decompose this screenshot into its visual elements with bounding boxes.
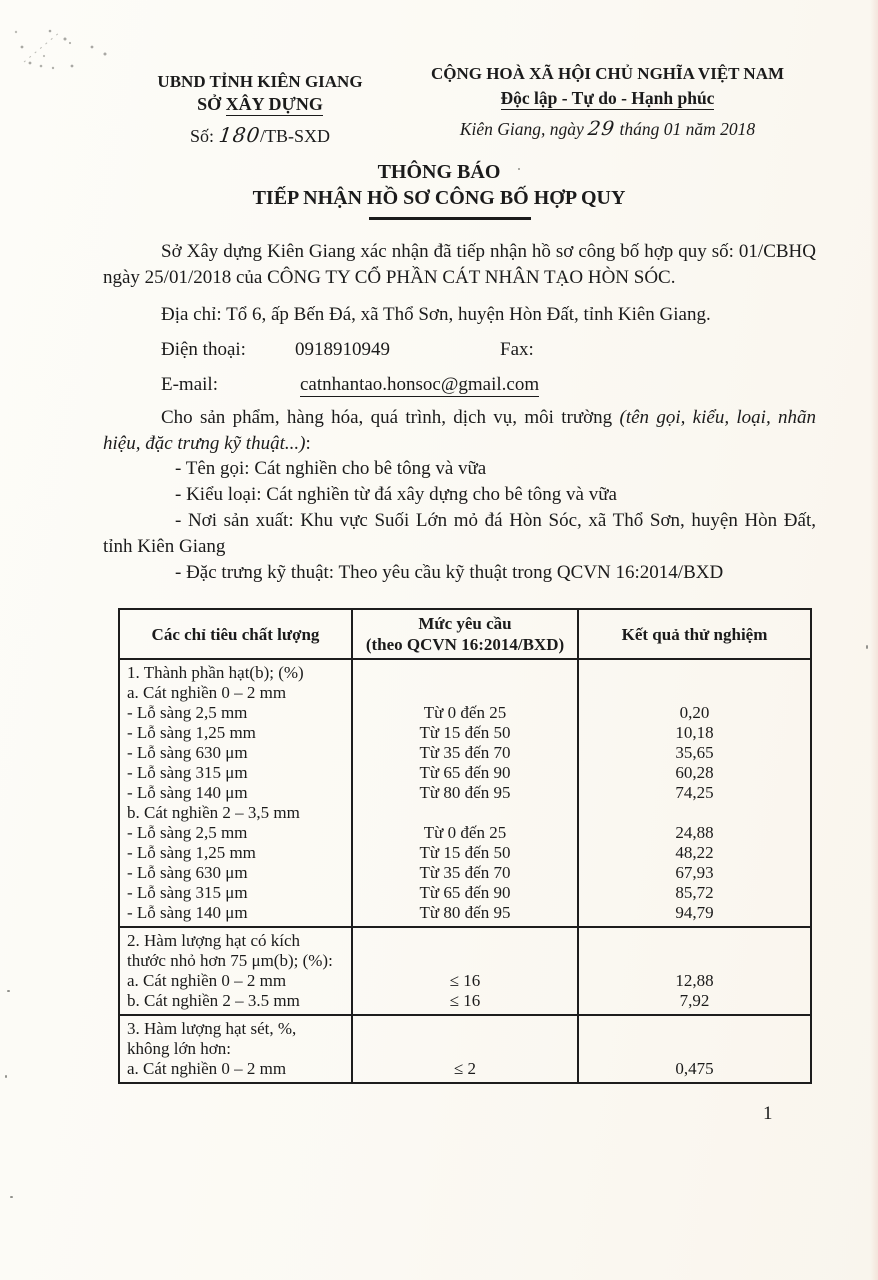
criteria-line: b. Cát nghiền 2 – 3,5 mm xyxy=(127,803,300,822)
result-line: 85,72 xyxy=(675,883,714,902)
requirement-line: Từ 65 đến 90 xyxy=(419,763,511,782)
criteria-line: 1. Thành phần hạt(b); (%) xyxy=(127,663,304,682)
scan-speck xyxy=(866,645,868,649)
quality-criteria-table xyxy=(118,608,812,1084)
requirement-line: Từ 0 đến 25 xyxy=(423,703,507,722)
bullet-dac-trung-ky-thuat: - Đặc trưng kỹ thuật: Theo yêu cầu kỹ thuật trong QCVN 16:2014/BXD xyxy=(175,562,724,583)
table-section-2 xyxy=(120,926,810,1014)
place-and-date: Kiên Giang, ngày 29 tháng 01 năm 2018 xyxy=(459,117,756,140)
document-body xyxy=(103,239,816,586)
requirement-line xyxy=(353,1039,577,1059)
section1-result-cell xyxy=(577,660,810,926)
product-scope-paragraph: Cho sản phẩm, hàng hóa, quá trình, dịch vụ, môi trường (tên gọi, kiểu, loại, nhãn hiệu, đặc trưng kỹ thuật...): xyxy=(103,407,816,454)
criteria-line: - Lỗ sàng 315 μm xyxy=(127,763,248,782)
criteria-line: - Lỗ sàng 2,5 mm xyxy=(127,703,248,722)
scan-speck xyxy=(5,1075,7,1078)
criteria-line: - Lỗ sàng 140 μm xyxy=(127,903,248,922)
header-requirement: Mức yêu cầu (theo QCVN 16:2014/BXD) xyxy=(351,610,577,658)
header-test-result: Kết quả thử nghiệm xyxy=(577,610,810,658)
phone-label: Điện thoại: xyxy=(161,339,246,360)
requirement-line: ≤ 16 xyxy=(449,971,481,990)
email-line xyxy=(103,372,816,398)
handwritten-doc-number: 180 xyxy=(217,123,262,147)
address-label: Địa chỉ: xyxy=(161,304,222,325)
scope-italic-note: (tên gọi, kiểu, loại, nhãn hiệu, đặc trưng kỹ thuật...) xyxy=(103,407,816,454)
scan-speck xyxy=(10,1196,13,1198)
result-line: 60,28 xyxy=(675,763,714,782)
criteria-line: a. Cát nghiền 0 – 2 mm xyxy=(127,971,287,990)
national-motto-line1: CỘNG HOÀ XÃ HỘI CHỦ NGHĨA VIỆT NAM xyxy=(430,64,785,83)
national-motto-line2: Độc lập - Tự do - Hạnh phúc xyxy=(500,88,715,108)
table-header-row xyxy=(120,610,810,658)
requirement-line: Từ 35 đến 70 xyxy=(419,863,511,882)
result-line: 35,65 xyxy=(675,743,714,762)
result-line: 94,79 xyxy=(675,903,714,922)
result-line: 24,88 xyxy=(675,823,714,842)
criteria-line: - Lỗ sàng 1,25 mm xyxy=(127,843,256,862)
letterhead-national-block xyxy=(415,62,800,141)
criteria-line: 3. Hàm lượng hạt sét, %, xyxy=(127,1019,297,1038)
fax-label: Fax: xyxy=(500,339,534,360)
requirement-line xyxy=(353,951,577,971)
criteria-line: - Lỗ sàng 630 μm xyxy=(127,743,248,762)
requirement-line: ≤ 16 xyxy=(449,991,481,1010)
section1-requirement-cell xyxy=(351,660,577,926)
requirement-line xyxy=(353,663,577,683)
result-line: 0,20 xyxy=(679,703,710,722)
requirement-line: Từ 80 đến 95 xyxy=(419,783,511,802)
result-line: 67,93 xyxy=(675,863,714,882)
result-line: 10,18 xyxy=(675,723,714,742)
title-underline-rule xyxy=(369,217,531,220)
section2-requirement-cell xyxy=(351,928,577,1014)
requirement-line xyxy=(353,1019,577,1039)
result-line xyxy=(579,1039,810,1059)
result-line: 48,22 xyxy=(675,843,714,862)
criteria-line: - Lỗ sàng 2,5 mm xyxy=(127,823,248,842)
section3-result-cell xyxy=(577,1016,810,1082)
criteria-line: không lớn hơn: xyxy=(127,1039,231,1058)
result-line xyxy=(579,683,810,703)
criteria-line: - Lỗ sàng 1,25 mm xyxy=(127,723,256,742)
intro-paragraph: Sở Xây dựng Kiên Giang xác nhận đã tiếp nhận hồ sơ công bố hợp quy số: 01/CBHQ ngày 25/01/2018 của CÔNG TY CỔ PHẦN CÁT NHÂN TẠO HÒN SÓC. xyxy=(103,241,816,288)
table-section-1 xyxy=(120,658,810,926)
section3-criteria-cell xyxy=(120,1016,351,1082)
result-line: 12,88 xyxy=(675,971,714,990)
result-line xyxy=(579,951,810,971)
bullet-noi-san-xuat: - Nơi sản xuất: Khu vực Suối Lớn mỏ đá Hòn Sóc, xã Thổ Sơn, huyện Hòn Đất, tỉnh Kiên Giang xyxy=(103,510,816,557)
handwritten-day: 29 xyxy=(586,117,617,140)
criteria-line: b. Cát nghiền 2 – 3.5 mm xyxy=(127,991,300,1010)
table-section-3 xyxy=(120,1014,810,1082)
email-label: E-mail: xyxy=(161,374,218,395)
criteria-line: - Lỗ sàng 630 μm xyxy=(127,863,248,882)
requirement-line: Từ 15 đến 50 xyxy=(419,843,511,862)
requirement-line: Từ 35 đến 70 xyxy=(419,743,511,762)
requirement-line xyxy=(353,803,577,823)
result-line xyxy=(579,663,810,683)
result-line: 74,25 xyxy=(675,783,714,802)
result-line: 7,92 xyxy=(679,991,710,1010)
requirement-line: Từ 0 đến 25 xyxy=(423,823,507,842)
issuer-org: SỞ XÂY DỰNG xyxy=(197,94,323,114)
title-line2: TIẾP NHẬN HỒ SƠ CÔNG BỐ HỢP QUY xyxy=(252,187,626,209)
bullet-ten-goi: - Tên gọi: Cát nghiền cho bê tông và vữa xyxy=(175,458,487,479)
address-value: Tổ 6, ấp Bến Đá, xã Thổ Sơn, huyện Hòn Đất, tỉnh Kiên Giang. xyxy=(226,304,711,325)
issuer-parent-org: UBND TỈNH KIÊN GIANG xyxy=(157,72,363,91)
phone-value: 0918910949 xyxy=(295,339,390,360)
page-number: 1 xyxy=(763,1103,773,1124)
requirement-line: Từ 80 đến 95 xyxy=(419,903,511,922)
section2-criteria-cell xyxy=(120,928,351,1014)
section2-result-cell xyxy=(577,928,810,1014)
section1-criteria-cell xyxy=(120,660,351,926)
requirement-line: Từ 65 đến 90 xyxy=(419,883,511,902)
requirement-line xyxy=(353,931,577,951)
criteria-line: - Lỗ sàng 140 μm xyxy=(127,783,248,802)
requirement-line: Từ 15 đến 50 xyxy=(419,723,511,742)
pencil-scribble-mark xyxy=(8,10,138,85)
header-criteria: Các chỉ tiêu chất lượng xyxy=(151,624,320,644)
scan-speck xyxy=(7,990,10,992)
result-line xyxy=(579,803,810,823)
criteria-line: thước nhỏ hơn 75 μm(b); (%): xyxy=(127,951,333,970)
letterhead-issuer-block xyxy=(140,70,380,148)
requirement-line xyxy=(353,683,577,703)
section3-requirement-cell xyxy=(351,1016,577,1082)
requirement-line: ≤ 2 xyxy=(453,1059,477,1078)
result-line: 0,475 xyxy=(675,1059,714,1078)
title-line1: THÔNG BÁO xyxy=(377,161,501,183)
criteria-line: 2. Hàm lượng hạt có kích xyxy=(127,931,301,950)
criteria-line: a. Cát nghiền 0 – 2 mm xyxy=(127,1059,287,1078)
document-title-block xyxy=(0,160,878,220)
email-value: catnhantao.honsoc@gmail.com xyxy=(300,374,540,395)
bullet-kieu-loai: - Kiểu loại: Cát nghiền từ đá xây dựng cho bê tông và vữa xyxy=(175,484,617,505)
document-number: Số: 180/TB-SXD xyxy=(189,123,330,147)
result-line xyxy=(579,931,810,951)
criteria-line: a. Cát nghiền 0 – 2 mm xyxy=(127,683,287,702)
result-line xyxy=(579,1019,810,1039)
criteria-line: - Lỗ sàng 315 μm xyxy=(127,883,248,902)
phone-fax-line xyxy=(103,337,816,363)
address-line xyxy=(103,302,816,328)
